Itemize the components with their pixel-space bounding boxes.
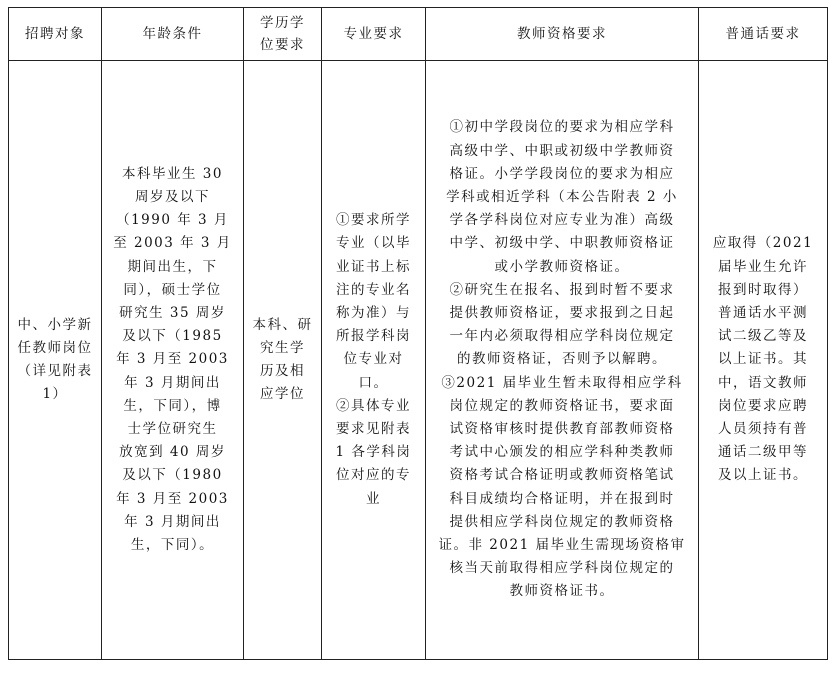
header-teacher-qualification: 教师资格要求 — [426, 8, 699, 61]
cell-mandarin: 应取得（2021 届毕业生允许 报到时取得） 普通话水平测 试二级乙等及 以上证书。其 中，语文教师 岗位要求应聘 人员须持有普 通话二级甲等 及以上证书。 — [699, 61, 828, 660]
cell-teacher-qualification: ①初中学段岗位的要求为相应学科 高级中学、中职或初级中学教师资 格证。小学学段岗位的要求为相应 学科或相近学科（本公告附表 2 小 学各学科岗位对应专业为准）高级 中学、初级中学、中职教师资格证 或小学教师资格证。 ②研究生在报名、报到时暂不要求 提供教师资格证，要求报到之日起 一年内必须取得相应学科岗位规定 的教师资格证，否则予以解聘。 ③2021 届毕业生暂未取得相应学科 岗位规定的教师资格证书，要求面 试资格审核时提供教育部教师资格 考试中心颁发的相应学科种类教师 资格考试合格证明或教师资格笔试 科目成绩均合格证明，并在报到时 提供相应学科岗位规定的教师资格 证。非 2021 届毕业生需现场资格审 核当天前取得相应学科岗位规定的 教师资格证书。 — [426, 61, 699, 660]
header-target: 招聘对象 — [9, 8, 102, 61]
header-major: 专业要求 — [322, 8, 426, 61]
header-education: 学历学 位要求 — [244, 8, 322, 61]
header-age: 年龄条件 — [102, 8, 244, 61]
recruitment-requirements-table — [8, 7, 828, 660]
cell-major: ①要求所学 专业（以毕 业证书上标 注的专业名 称为准）与 所报学科岗 位专业对 口。 ②具体专业 要求见附表 1 各学科岗 位对应的专 业 — [322, 61, 426, 660]
cell-education: 本科、研 究生学 历及相 应学位 — [244, 61, 322, 660]
header-mandarin: 普通话要求 — [699, 8, 828, 61]
header-row — [9, 8, 828, 61]
cell-age: 本科毕业生 30 周岁及以下 （1990 年 3 月 至 2003 年 3 月 期间出生，下 同），硕士学位 研究生 35 周岁 及以下（1985 年 3 月至 2003 年 3 月期间出 生，下同），博 士学位研究生 放宽到 40 周岁 及以下（1980 年 3 月至 2003 年 3 月期间出 生，下同）。 — [102, 61, 244, 660]
cell-target: 中、小学新 任教师岗位 （详见附表 1） — [9, 61, 102, 660]
table-row — [9, 61, 828, 660]
